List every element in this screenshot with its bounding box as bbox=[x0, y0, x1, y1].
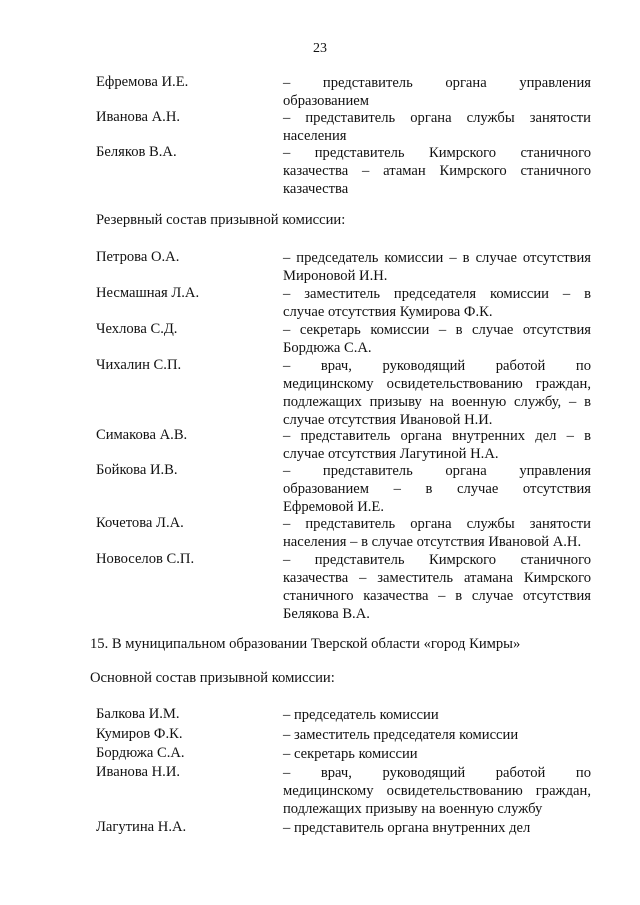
role-line: – заместитель председателя комиссии bbox=[283, 727, 519, 743]
role-line: Бордюжа С.А. bbox=[283, 340, 372, 356]
role-line: – врач, руководящий работой по bbox=[283, 765, 591, 781]
main-heading: Основной состав призывной комиссии: bbox=[90, 670, 335, 686]
member-role bbox=[283, 74, 591, 110]
member-role bbox=[283, 285, 591, 321]
role-line: Мироновой И.Н. bbox=[283, 268, 388, 284]
member-role bbox=[283, 764, 591, 818]
member-role bbox=[283, 249, 591, 285]
member-role bbox=[283, 357, 591, 429]
role-line: подлежащих призыву на военную службу, – в bbox=[283, 394, 591, 410]
role-line: – представитель органа управления bbox=[283, 463, 591, 479]
role-line: Ефремовой И.Е. bbox=[283, 499, 384, 515]
role-line: казачества – заместитель атамана Кимрского bbox=[283, 570, 591, 586]
role-line: – представитель органа внутренних дел – в bbox=[283, 428, 591, 444]
role-line: – секретарь комиссии bbox=[283, 746, 418, 762]
role-line: – представитель органа внутренних дел bbox=[283, 820, 531, 836]
role-line: – секретарь комиссии – в случае отсутствия bbox=[283, 322, 591, 338]
member-role bbox=[283, 706, 591, 724]
member-role bbox=[283, 321, 591, 357]
member-name: Несмашная Л.А. bbox=[96, 285, 200, 301]
role-line: – представитель Кимрского станичного bbox=[283, 552, 591, 568]
role-line: – врач, руководящий работой по bbox=[283, 358, 591, 374]
member-name: Новоселов С.П. bbox=[96, 551, 195, 567]
member-name: Кумиров Ф.К. bbox=[96, 726, 183, 742]
role-line: населения – в случае отсутствия Ивановой А.Н. bbox=[283, 534, 582, 550]
role-line: – председатель комиссии bbox=[283, 707, 439, 723]
member-name: Бордюжа С.А. bbox=[96, 745, 185, 761]
role-line: – представитель органа службы занятости bbox=[283, 516, 591, 532]
role-line: случае отсутствия Лагутиной Н.А. bbox=[283, 446, 499, 462]
role-line: Белякова В.А. bbox=[283, 606, 370, 622]
role-line: образованием bbox=[283, 93, 369, 109]
member-name: Иванова А.Н. bbox=[96, 109, 181, 125]
role-line: подлежащих призыву на военную службу bbox=[283, 801, 543, 817]
member-role bbox=[283, 745, 591, 763]
role-line: медицинскому освидетельствованию граждан, bbox=[283, 783, 591, 799]
role-line: случае отсутствия Ивановой Н.И. bbox=[283, 412, 493, 428]
role-line: – представитель органа управления bbox=[283, 75, 591, 91]
member-name: Симакова А.В. bbox=[96, 427, 188, 443]
role-line: казачества – атаман Кимрского станичного bbox=[283, 163, 591, 179]
member-role bbox=[283, 551, 591, 623]
member-name: Ефремова И.Е. bbox=[96, 74, 189, 90]
role-line: – представитель органа службы занятости bbox=[283, 110, 591, 126]
member-role bbox=[283, 462, 591, 516]
role-line: населения bbox=[283, 128, 347, 144]
section-15-heading: 15. В муниципальном образовании Тверской области «город Кимры» bbox=[90, 636, 521, 652]
member-name: Беляков В.А. bbox=[96, 144, 177, 160]
member-name: Чехлова С.Д. bbox=[96, 321, 178, 337]
page-number: 23 bbox=[313, 41, 327, 56]
member-role bbox=[283, 109, 591, 145]
member-role bbox=[283, 427, 591, 463]
reserve-heading: Резервный состав призывной комиссии: bbox=[96, 212, 346, 228]
member-name: Чихалин С.П. bbox=[96, 357, 182, 373]
member-role bbox=[283, 515, 591, 551]
role-line: – председатель комиссии – в случае отсутствия bbox=[283, 250, 591, 266]
member-name: Петрова О.А. bbox=[96, 249, 180, 265]
role-line: медицинскому освидетельствованию граждан, bbox=[283, 376, 591, 392]
role-line: случае отсутствия Кумирова Ф.К. bbox=[283, 304, 493, 320]
role-line: – представитель Кимрского станичного bbox=[283, 145, 591, 161]
member-name: Лагутина Н.А. bbox=[96, 819, 187, 835]
member-name: Бойкова И.В. bbox=[96, 462, 178, 478]
member-name: Балкова И.М. bbox=[96, 706, 180, 722]
member-role bbox=[283, 819, 591, 837]
role-line: образованием – в случае отсутствия bbox=[283, 481, 591, 497]
member-role bbox=[283, 144, 591, 198]
role-line: – заместитель председателя комиссии – в bbox=[283, 286, 591, 302]
member-name: Иванова Н.И. bbox=[96, 764, 181, 780]
member-role bbox=[283, 726, 591, 744]
role-line: казачества bbox=[283, 181, 349, 197]
role-line: станичного казачества – в случае отсутствия bbox=[283, 588, 591, 604]
member-name: Кочетова Л.А. bbox=[96, 515, 184, 531]
